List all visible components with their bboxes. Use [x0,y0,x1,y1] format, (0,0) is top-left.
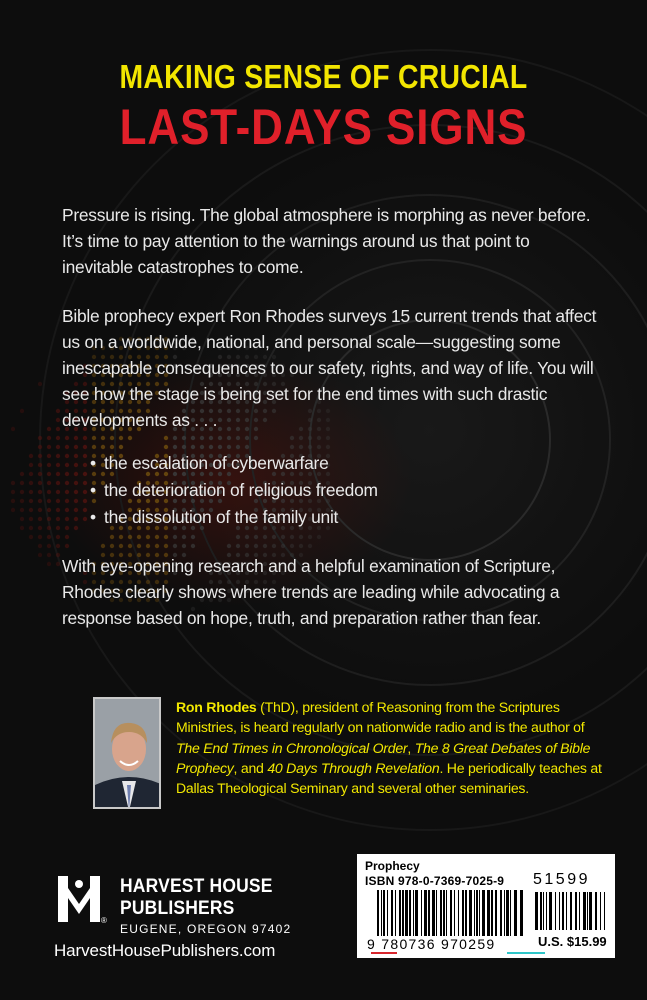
barcode-digits: 9 780736 970259 [367,936,496,952]
price-addon-number: 51599 [533,871,590,888]
bullet-icon: • [90,480,96,500]
description-paragraph-1: Pressure is rising. The global atmosphere is morphing as never before. It’s time to pay attention to the warnings around us that point to inevitable catastrophes to come. [62,205,591,277]
price-underline [507,952,545,954]
bullet-item [90,477,602,504]
bullet-item [90,450,602,477]
headline [0,58,647,156]
barcode-box [357,854,615,958]
author-book-title: The End Times in Chronological Order [176,739,408,756]
author-bio-text: . He periodically teaches at Dallas Theological Seminary and several other seminaries. [176,759,602,797]
publisher-city: EUGENE, OREGON 97402 [120,922,292,936]
description [62,202,602,654]
author-book-title: 40 Days Through Revelation [267,759,440,776]
bullet-list [90,450,602,531]
category-label: Prophecy [365,859,420,873]
publisher-name-line2: PUBLISHERS [120,898,235,919]
author-photo [93,697,161,809]
red-underline [371,952,397,954]
publisher-name-line1: HARVEST HOUSE [120,876,273,897]
headline-line1: MAKING SENSE OF CRUCIAL [119,58,528,95]
price-label: U.S. $15.99 [538,934,607,949]
bullet-icon: • [90,507,96,527]
author-bio [176,697,606,798]
author-bio-text: (ThD), president of Reasoning from the Scriptures Ministries, is heard regularly on nationwide radio and is the author of [176,699,585,736]
author-bio-text: , and [233,759,268,776]
headline-line2: LAST-DAYS SIGNS [119,99,528,155]
author-bio-text: , [407,739,415,756]
isbn-label: ISBN 978-0-7369-7025-9 [365,874,505,888]
author-name: Ron Rhodes [176,699,257,715]
bullet-text: the escalation of cyberwarfare [104,453,329,473]
bullet-icon: • [90,453,96,473]
publisher-block [40,868,310,968]
description-paragraph-2: Bible prophecy expert Ron Rhodes surveys 15 current trends that affect us on a worldwide, national, and personal scale—suggesting some inescapable consequences to our safety, rights, and way of life. You will see how the stage is being set for the end times with such drastic developments as . . . [62,306,597,430]
bullet-text: the dissolution of the family unit [104,507,339,527]
registered-mark: ® [101,916,107,925]
description-paragraph-3: With eye-opening research and a helpful examination of Scripture, Rhodes clearly shows where trends are leading while advocating a response based on hope, truth, and preparation rather than fear. [62,556,560,628]
publisher-logo-icon [56,874,102,924]
bullet-item [90,504,602,531]
author-book-title: The 8 Great Debates of Bible Prophecy [176,739,591,776]
publisher-website-link[interactable]: HarvestHousePublishers.com [54,941,276,960]
bullet-text: the deterioration of religious freedom [104,480,378,500]
